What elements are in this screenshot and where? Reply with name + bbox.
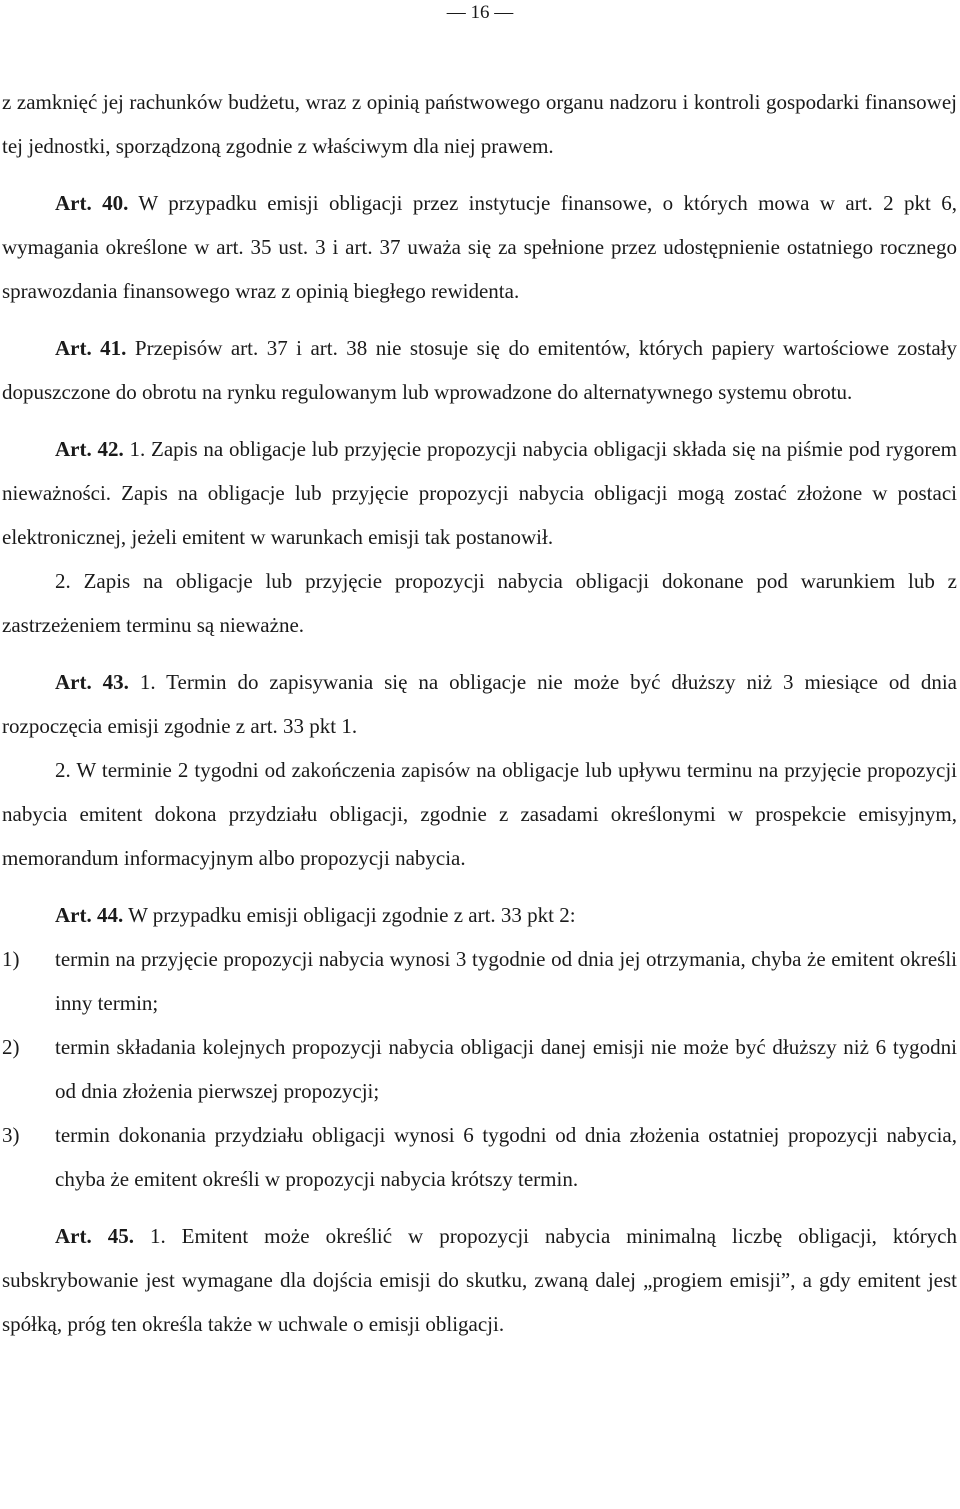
paragraph-continuation [2, 80, 957, 168]
article-number: Art. 40. [55, 191, 129, 215]
article-number: Art. 42. [55, 437, 124, 461]
article-45 [2, 1214, 957, 1346]
article-40 [2, 181, 957, 313]
document-body [2, 80, 957, 1346]
article-41 [2, 326, 957, 414]
article-text: 1. Termin do zapisywania się na obligacje nie może być dłuższy niż 3 miesiące od dnia rozpoczęcia emisji zgodnie z art. 33 pkt 1. [2, 670, 957, 738]
article-number: Art. 44. [55, 903, 124, 927]
article-number: Art. 45. [55, 1224, 134, 1248]
list-item-number: 1) [2, 947, 20, 971]
article-44 [2, 893, 957, 937]
article-number: Art. 43. [55, 670, 129, 694]
article-text: 1. Emitent może określić w propozycji nabycia minimalną liczbę obligacji, których subskrybowanie jest wymagane dla dojścia emisji do skutku, zwaną dalej „progiem emisji”, a gdy emitent jest spółką, próg ten określa także w uchwale o emisji obligacji. [2, 1224, 958, 1336]
article-text: 1. Zapis na obligacje lub przyjęcie propozycji nabycia obligacji składa się na piśmie pod rygorem nieważności. Zapis na obligacje lub przyjęcie propozycji nabycia obligacji mogą zostać złożone w postaci elektronicznej, jeżeli emitent w warunkach emisji tak postanowił. [2, 437, 957, 549]
article-43 [2, 660, 957, 748]
article-text: W przypadku emisji obligacji przez instytucje finansowe, o których mowa w art. 2 pkt 6, wymagania określone w art. 35 ust. 3 i art. 37 uważa się za spełnione przez udostępnienie ostatniego rocznego sprawozdania finansowego wraz z opinią biegłego rewidenta. [2, 191, 957, 303]
article-text: W przypadku emisji obligacji zgodnie z art. 33 pkt 2: [123, 903, 576, 927]
list-item [2, 1025, 957, 1113]
list-item [2, 1113, 957, 1201]
list-item [2, 937, 957, 1025]
article-text: Przepisów art. 37 i art. 38 nie stosuje się do emitentów, których papiery wartościowe zostały dopuszczone do obrotu na rynku regulowanym lub wprowadzone do alternatywnego systemu obrotu. [2, 336, 957, 404]
paragraph-text: 2. W terminie 2 tygodni od zakończenia zapisów na obligacje lub upływu terminu na przyjęcie propozycji nabycia emitent dokona przydziału obligacji, zgodnie z zasadami określonymi w prospekcie emisyjnym, memorandum informacyjnym albo propozycji nabycia. [2, 758, 957, 870]
list-item-text: termin na przyjęcie propozycji nabycia wynosi 3 tygodnie od dnia jej otrzymania, chyba że emitent określi inny termin; [55, 947, 957, 1015]
list-item-text: termin składania kolejnych propozycji nabycia obligacji danej emisji nie może być dłuższy niż 6 tygodni od dnia złożenia pierwszej propozycji; [55, 1035, 957, 1103]
article-42 [2, 427, 957, 559]
paragraph-text: 2. Zapis na obligacje lub przyjęcie propozycji nabycia obligacji dokonane pod warunkiem lub z zastrzeżeniem terminu są nieważne. [2, 569, 957, 637]
article-43-section-2 [2, 748, 957, 880]
article-number: Art. 41. [55, 336, 127, 360]
list-item-number: 2) [2, 1035, 20, 1059]
list-item-text: termin dokonania przydziału obligacji wynosi 6 tygodni od dnia złożenia ostatniej propozycji nabycia, chyba że emitent określi w propozycji nabycia krótszy termin. [55, 1123, 957, 1191]
article-42-section-2 [2, 559, 957, 647]
paragraph-text: z zamknięć jej rachunków budżetu, wraz z opinią państwowego organu nadzoru i kontroli gospodarki finansowej tej jednostki, sporządzoną zgodnie z właściwym dla niej prawem. [2, 90, 957, 158]
page-number: — 16 — [446, 2, 514, 23]
list-item-number: 3) [2, 1123, 20, 1147]
